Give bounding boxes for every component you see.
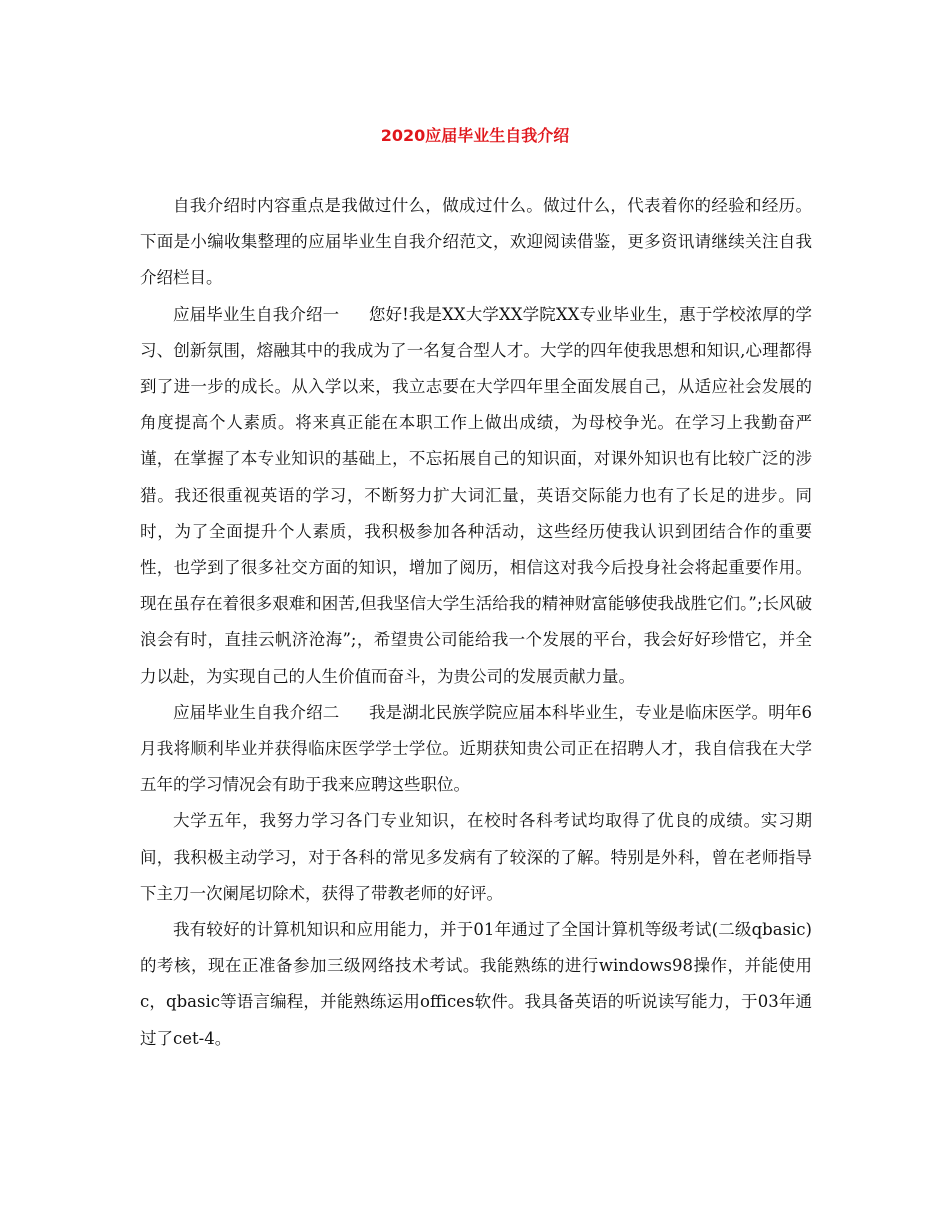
document-title: 2020应届毕业生自我介绍 <box>380 126 570 145</box>
paragraph-text: 我有较好的计算机知识和应用能力，并于01年通过了全国计算机等级考试(二级qbasic)的考核，现在正准备参加三级网络技术考试。我能熟练的进行windows98操作，并能使用c，qbasic等语言编程，并能熟练运用offices软件。我具备英语的听说读写能力，于03年通过了cet-4。 <box>140 920 812 1048</box>
paragraph-intro <box>140 188 812 297</box>
section-heading: 应届毕业生自我介绍二 <box>173 702 340 722</box>
paragraph-text: 自我介绍时内容重点是我做过什么，做成过什么。做过什么，代表着你的经验和经历。下面是小编收集整理的应届毕业生自我介绍范文，欢迎阅读借鉴，更多资讯请继续关注自我介绍栏目。 <box>140 196 812 288</box>
paragraph-skills <box>140 912 812 1057</box>
paragraph-text: 您好!我是XX大学XX学院XX专业毕业生，惠于学校浓厚的学习、创新氛围，熔融其中的我成为了一名复合型人才。大学的四年使我思想和知识,心理都得到了进一步的成长。从入学以来，我立志要在大学四年里全面发展自己，从适应社会发展的角度提高个人素质。将来真正能在本职工作上做出成绩，为母校争光。在学习上我勤奋严谨，在掌握了本专业知识的基础上，不忘拓展自己的知识面，对课外知识也有比较广泛的涉猎。我还很重视英语的学习，不断努力扩大词汇量，英语交际能力也有了长足的进步。同时，为了全面提升个人素质，我积极参加各种活动，这些经历使我认识到团结合作的重要性，也学到了很多社交方面的知识，增加了阅历，相信这对我今后投身社会将起重要作用。现在虽存在着很多艰难和困苦,但我坚信大学生活给我的精神财富能够使我战胜它们。”;长风破浪会有时，直挂云帆济沧海”;，希望贵公司能给我一个发展的平台，我会好好珍惜它，并全力以赴，为实现自己的人生价值而奋斗，为贵公司的发展贡献力量。 <box>140 304 812 686</box>
section-heading: 应届毕业生自我介绍一 <box>173 304 340 324</box>
paragraph-text: 我是湖北民族学院应届本科毕业生，专业是临床医学。明年6月我将顺利毕业并获得临床医学学士学位。近期获知贵公司正在招聘人才，我自信我在大学五年的学习情况会有助于我来应聘这些职位。 <box>140 702 813 795</box>
paragraph-text: 大学五年，我努力学习各门专业知识，在校时各科考试均取得了优良的成绩。实习期间，我积极主动学习，对于各科的常见多发病有了较深的了解。特别是外科，曾在老师指导下主刀一次阑尾切除术，获得了带教老师的好评。 <box>140 811 812 903</box>
paragraph-introduction-one <box>140 297 812 695</box>
paragraph-study <box>140 803 812 912</box>
paragraph-introduction-two <box>140 695 812 804</box>
document-body <box>140 188 812 1057</box>
